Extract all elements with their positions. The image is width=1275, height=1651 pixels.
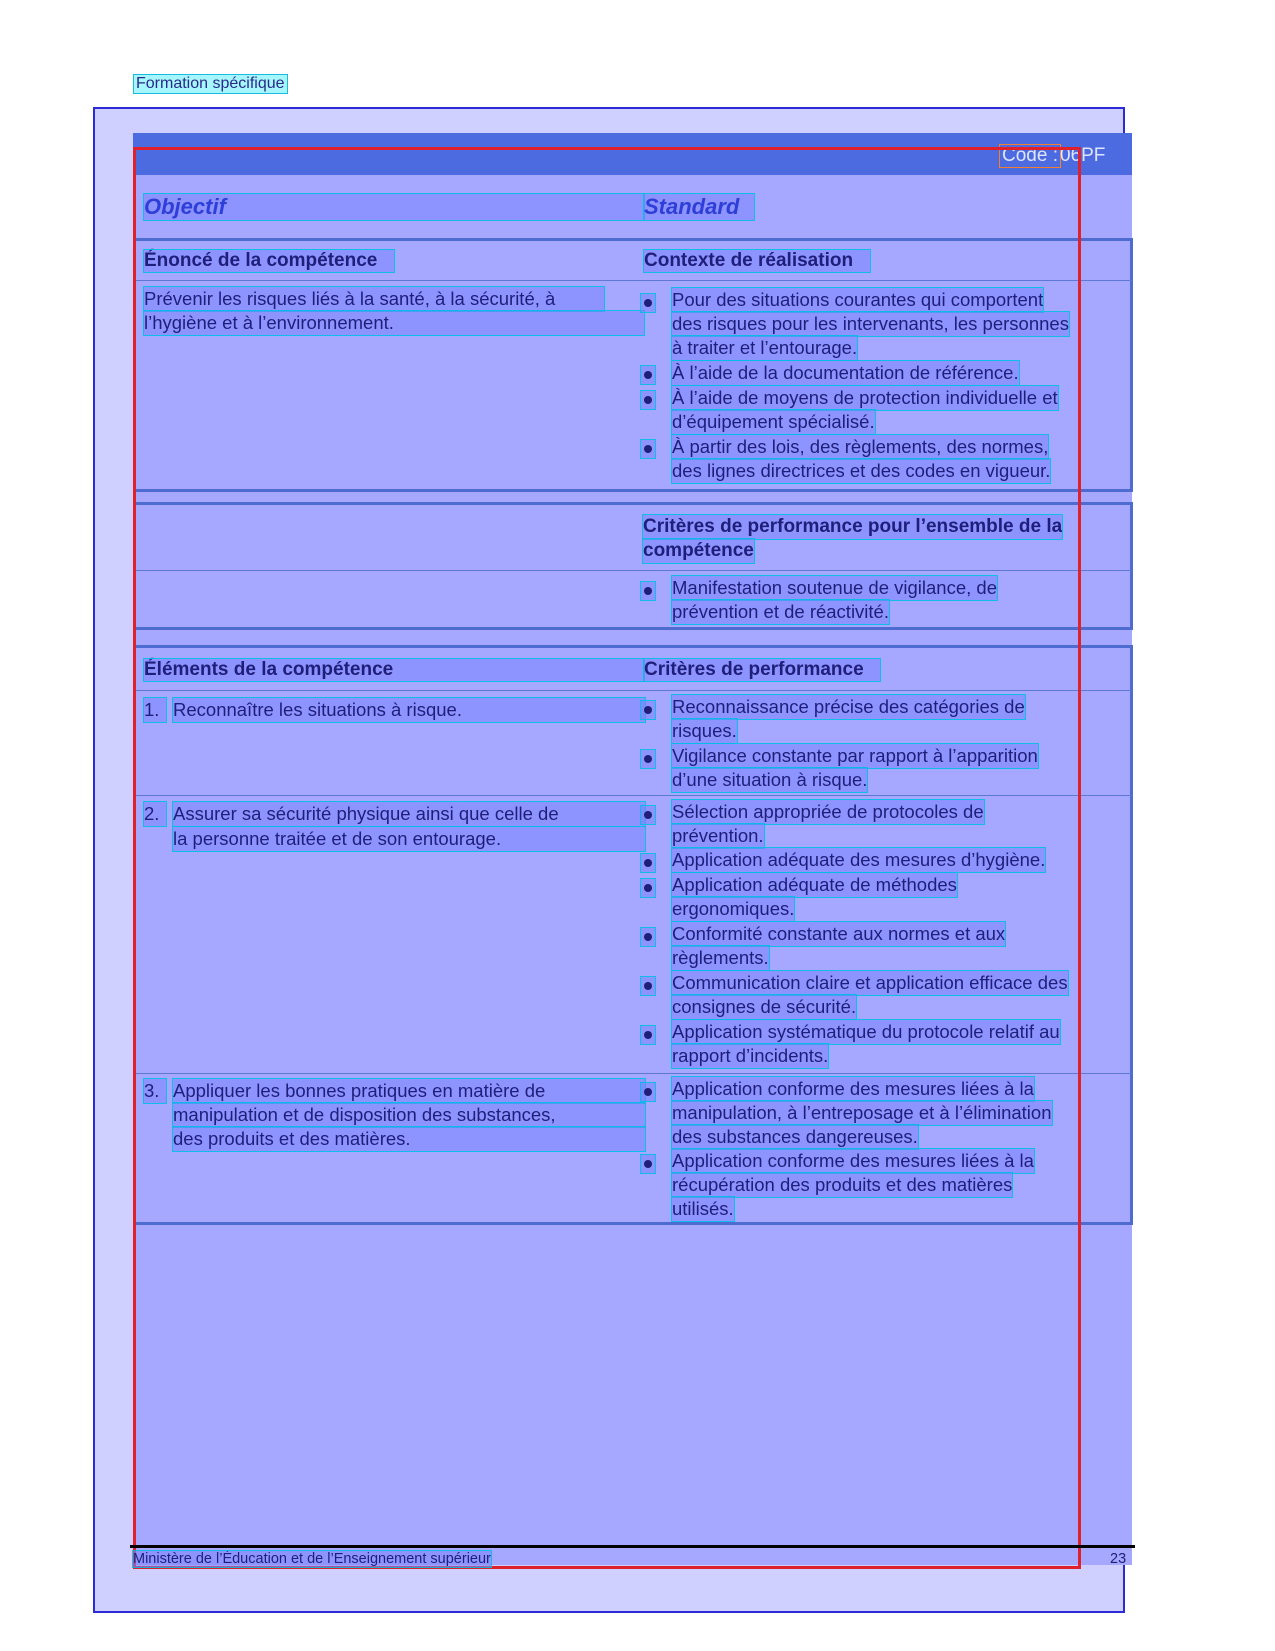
criteria-line: Application adéquate des mesures d’hygiène. [672,849,1046,870]
overall-criteria-heading: Critères de performance pour l’ensemble de la [643,516,1063,537]
context-item-line: d’équipement spécialisé. [672,411,875,432]
criteria-line: Application conforme des mesures liées à la [672,1150,1034,1171]
element-number: 1. [144,698,166,722]
competence-statement-line: l’hygiène et à l’environnement. [144,311,644,335]
overall-criteria-line: prévention et de réactivité. [672,601,889,622]
criteria-line: rapport d’incidents. [672,1045,829,1066]
footer-rule [130,1545,1135,1548]
column-heading-standard: Standard [644,194,754,220]
element-number: 2. [144,802,166,826]
criteria-heading: Critères de performance [644,659,880,681]
criteria-line: Vigilance constante par rapport à l’apparition [672,745,1038,766]
footer-ministry: Ministère de l’Éducation et de l’Enseignement supérieur [133,1551,491,1567]
elements-heading: Éléments de la compétence [144,659,644,681]
page-number: 23 [1110,1551,1127,1567]
criteria-line: consignes de sécurité. [672,996,857,1017]
criteria-line: Conformité constante aux normes et aux [672,923,1006,944]
context-item-line: des lignes directrices et des codes en vigueur. [672,460,1051,481]
column-heading-objectif: Objectif [144,194,644,220]
competence-statement-line: Prévenir les risques liés à la santé, à la sécurité, à [144,287,604,311]
criteria-line: Application adéquate de méthodes [672,874,957,895]
criteria-line: prévention. [672,825,764,846]
criteria-line: ergonomiques. [672,898,795,919]
context-item-line: À l’aide de la documentation de référence. [672,362,1019,383]
context-item-line: À partir des lois, des règlements, des normes, [672,436,1049,457]
criteria-line: manipulation, à l’entreposage et à l’élimination [672,1102,1052,1123]
criteria-line: Application conforme des mesures liées à la [672,1078,1034,1099]
code-label: Code : [1002,145,1058,166]
criteria-line: Communication claire et application efficace des [672,972,1068,993]
element-line: Appliquer les bonnes pratiques en matière de [173,1079,645,1103]
criteria-line: récupération des produits et des matières [672,1174,1013,1195]
overall-criteria-heading: compétence [643,540,754,561]
criteria-line: des substances dangereuses. [672,1126,918,1147]
context-heading: Contexte de réalisation [644,250,870,272]
element-line: Reconnaître les situations à risque. [173,698,645,722]
criteria-line: risques. [672,720,737,741]
criteria-line: Reconnaissance précise des catégories de [672,696,1025,717]
competence-statement-heading: Énoncé de la compétence [144,250,394,272]
context-item-line: des risques pour les intervenants, les personnes [672,313,1069,334]
code-value: 06PF [1060,145,1106,166]
context-item-line: Pour des situations courantes qui comportent [672,289,1044,310]
element-line: Assurer sa sécurité physique ainsi que celle de [173,802,645,826]
context-item-line: à traiter et l’entourage. [672,337,858,358]
element-line: des produits et des matières. [173,1127,645,1151]
overall-criteria-line: Manifestation soutenue de vigilance, de [672,577,997,598]
criteria-line: Sélection appropriée de protocoles de [672,801,984,822]
element-line: manipulation et de disposition des substances, [173,1103,645,1127]
criteria-line: Application systématique du protocole relatif au [672,1021,1060,1042]
element-number: 3. [144,1079,166,1103]
criteria-line: d’une situation à risque. [672,769,868,790]
criteria-line: utilisés. [672,1198,734,1219]
annotation-frame [133,147,1081,1569]
header-title: Formation spécifique [136,75,285,92]
context-item-line: À l’aide de moyens de protection individuelle et [672,387,1058,408]
criteria-line: règlements. [672,947,769,968]
element-line: la personne traitée et de son entourage. [173,827,645,851]
